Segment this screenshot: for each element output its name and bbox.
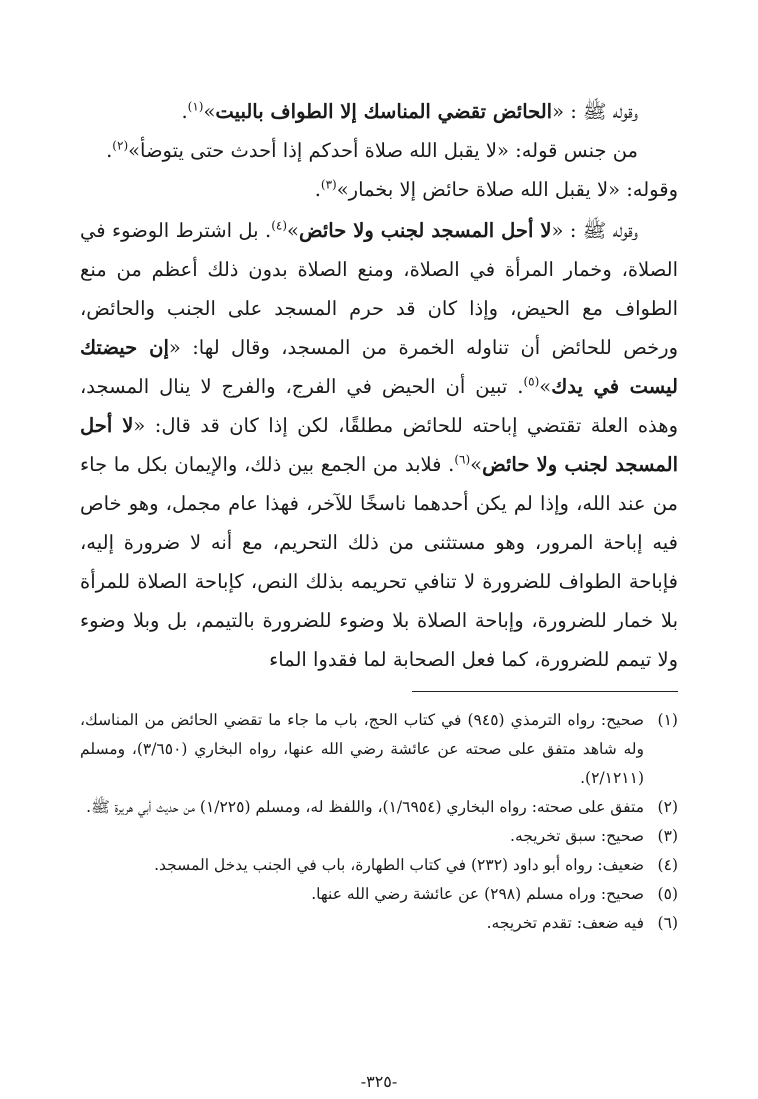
main-text [80, 92, 678, 679]
footnote-ref: (٣) [320, 177, 337, 192]
page-number: -٣٢٥- [360, 1072, 398, 1091]
p4-text3: . فلابد من الجمع بين ذلك، والإيمان بكل ما جاء من عند الله، وإذا لم يكن أحدهما ناسخًا للآخر، فهذا عام مجمل، وهو خاص فيه إباحة المرور، وهو مستثنى من ذلك التحريم، مع أنه لا ضرورة إليه، فإباحة الطواف للضرورة لا تنافي تحريمه بذلك النص، كإباحة الصلاة للمرأة بلا خمار للضرورة، وإباحة الصلاة بلا وضوء للضرورة بالتيمم، بل وبلا وضوء ولا تيمم للضرورة، كما فعل الصحابة لما فقدوا الماء [80, 453, 678, 671]
footnote-number: (٣) [657, 827, 678, 845]
footnote-1 [80, 706, 678, 793]
p4-text2: . تبين أن الحيض في الفرج، والفرج لا ينال المسجد، وهذه العلة تقتضي إباحته للحائض مطلقًا، لكن إذا كان قد قال: « [80, 375, 678, 437]
p2-end: . [106, 139, 113, 162]
p4-lead: وقوله ﷺ : « [551, 219, 638, 242]
p4-text1: . بل اشترط الوضوء في الصلاة، وخمار المرأة في الصلاة، ومنع الصلاة بدون ذلك أعظم من منع الطواف مع الحيض، وإذا كان قد حرم المسجد على الجنب والحائض، ورخص للحائض أن تناوله الخمرة من المسجد، وقال لها: « [80, 219, 678, 359]
footnote-4 [80, 851, 678, 880]
footnote-number: (٥) [657, 885, 678, 903]
p1-lead: وقوله ﷺ : « [552, 100, 638, 123]
p1-end: . [181, 100, 188, 123]
footnote-ref: (٥) [523, 374, 540, 389]
p1-tail: » [203, 100, 216, 123]
footnote-number: (١) [657, 711, 678, 729]
p3-end: . [314, 178, 321, 201]
footnote-text: فيه ضعف: تقدم تخريجه. [486, 914, 644, 932]
footnote-text: صحيح: وراه مسلم (٢٩٨) عن عائشة رضي الله عنها. [311, 885, 644, 903]
footnote-6 [80, 909, 678, 938]
p4-tail3: » [470, 453, 483, 476]
p3-text: وقوله: «لا يقبل الله صلاة حائض إلا بخمار» [336, 178, 678, 201]
footnote-number: (٢) [657, 798, 678, 816]
footnote-text: صحيح: سبق تخريجه. [510, 827, 644, 845]
hadith-quote: إن حيضتك ليست في يدك [80, 336, 678, 398]
footnote-number: (٤) [657, 856, 678, 874]
footnote-ref: (٢) [112, 138, 129, 153]
footnotes [80, 706, 678, 938]
paragraph-1 [80, 92, 678, 131]
footnote-text: صحيح: رواه الترمذي (٩٤٥) في كتاب الحج، باب ما جاء ما تقضي الحائض من المناسك، وله شاهد متفق على صحته عن عائشة رضي الله عنها، رواه البخاري (٣/٦٥٠)، ومسلم (٢/١٢١١). [80, 711, 644, 787]
footnote-text: متفق على صحته: رواه البخاري (١/٦٩٥٤)، واللفظ له، ومسلم (١/٢٢٥) من حديث أبي هريرة ﷺ. [86, 798, 644, 816]
footnote-ref: (١) [187, 99, 204, 114]
footnote-5 [80, 880, 678, 909]
paragraph-4 [80, 211, 678, 679]
footnote-number: (٦) [657, 914, 678, 932]
p4-tail1: » [287, 219, 299, 242]
paragraph-2 [80, 131, 678, 170]
footnote-text: ضعيف: رواه أبو داود (٢٣٢) في كتاب الطهارة، باب في الجنب يدخل المسجد. [154, 856, 644, 874]
hadith-quote: الحائض تقضي المناسك إلا الطواف بالبيت [215, 100, 553, 123]
p4-tail2: » [539, 375, 552, 398]
hadith-quote: لا أحل المسجد لجنب ولا حائض [298, 219, 552, 242]
footnote-2 [80, 793, 678, 822]
page-body [80, 92, 678, 938]
p2-text: من جنس قوله: «لا يقبل الله صلاة أحدكم إذا أحدث حتى يتوضأ» [128, 139, 638, 162]
paragraph-3 [80, 170, 678, 209]
footnote-ref: (٤) [271, 218, 288, 233]
footnote-separator [412, 691, 678, 692]
footnote-ref: (٦) [454, 452, 471, 467]
hadith-quote: لا أحل المسجد لجنب ولا حائض [80, 414, 678, 476]
footnote-3 [80, 822, 678, 851]
